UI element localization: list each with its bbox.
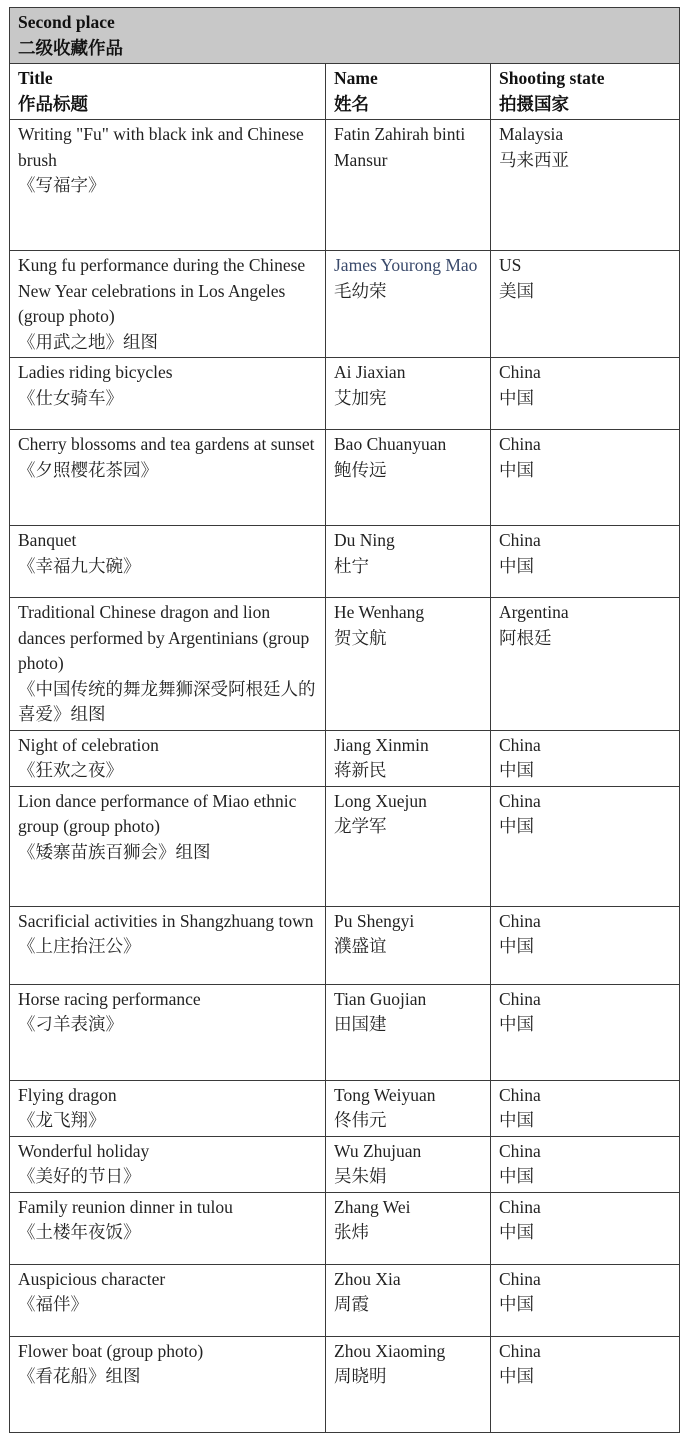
table-row [10,251,680,358]
title-en: Auspicious character [18,1268,166,1289]
state-en: China [499,1196,541,1217]
name-cell [326,1264,491,1336]
state-cell [491,786,680,906]
name-cell [326,730,491,786]
state-en: US [499,255,522,275]
title-cell [10,984,326,1080]
name-en: Bao Chuanyuan [334,434,447,454]
name-cell [326,1192,491,1264]
table-row [10,598,680,731]
banner-title-cn: 二级收藏作品 [18,37,123,58]
title-cn: 《龙飞翔》 [18,1110,106,1130]
title-en: Wonderful holiday [18,1140,150,1161]
name-cn: 杜宁 [334,555,369,576]
name-cn: 吴朱娟 [334,1166,387,1186]
header-title-cn: 作品标题 [18,93,88,114]
state-cn: 中国 [499,1110,534,1130]
name-en: Ai Jiaxian [334,362,406,382]
state-cn: 中国 [499,459,534,480]
title-en: Traditional Chinese dragon and lion dances performed by Argentinians (group photo) [18,602,310,673]
name-en: Du Ning [334,530,395,550]
state-cell [491,251,680,358]
state-cell [491,526,680,598]
state-cell [491,1336,680,1432]
name-cell [326,526,491,598]
title-cell [10,1336,326,1432]
name-cell [326,598,491,731]
title-en: Banquet [18,530,77,550]
title-cell [10,1192,326,1264]
header-state-en: Shooting state [499,68,605,88]
name-cell [326,1136,491,1192]
state-en: China [499,1140,541,1161]
state-en: China [499,530,541,550]
state-en: China [499,734,541,755]
state-cell [491,120,680,251]
header-title-en: Title [18,68,53,88]
name-en: Pu Shengyi [334,910,415,931]
name-cn: 周霞 [334,1294,369,1314]
name-cell [326,120,491,251]
name-cn: 毛幼荣 [334,280,387,301]
title-cell [10,358,326,430]
name-en: Tian Guojian [334,988,427,1009]
table-banner-row [10,8,680,64]
table-row [10,526,680,598]
state-cn: 美国 [499,280,534,301]
name-cn: 蒋新民 [334,760,387,780]
header-name [326,64,491,120]
title-cell [10,526,326,598]
state-cn: 中国 [499,555,534,576]
name-cn: 田国建 [334,1014,387,1034]
title-en: Kung fu performance during the Chinese New Year celebrations in Los Angeles (group photo) [18,255,306,326]
name-en: Wu Zhujuan [334,1140,422,1161]
state-cn: 阿根廷 [499,627,552,648]
state-en: Malaysia [499,124,564,144]
state-cell [491,1192,680,1264]
header-title [10,64,326,120]
title-en: Flower boat (group photo) [18,1340,204,1361]
state-en: China [499,1340,541,1361]
name-cell [326,1336,491,1432]
table-row [10,1336,680,1432]
table-banner [10,8,680,64]
title-en: Sacrificial activities in Shangzhuang town [18,910,314,931]
title-cn: 《矮寨苗族百狮会》组图 [18,841,211,862]
title-cn: 《福伴》 [18,1294,88,1314]
title-cell [10,1264,326,1336]
header-state-cn: 拍摄国家 [499,93,569,114]
title-cn: 《土楼年夜饭》 [18,1222,141,1242]
state-cell [491,598,680,731]
name-en: Zhang Wei [334,1196,411,1217]
state-en: China [499,434,541,454]
name-en: Fatin Zahirah binti Mansur [334,124,466,170]
title-en: Horse racing performance [18,988,201,1009]
name-cell [326,251,491,358]
table-row [10,1192,680,1264]
title-cn: 《刁羊表演》 [18,1014,123,1034]
state-en: China [499,1268,541,1289]
name-en: He Wenhang [334,602,425,622]
state-cell [491,1136,680,1192]
state-en: China [499,362,541,382]
name-cell [326,786,491,906]
title-cn: 《幸福九大碗》 [18,555,141,576]
state-en: Argentina [499,602,569,622]
state-cn: 马来西亚 [499,149,569,170]
name-en: Zhou Xiaoming [334,1340,446,1361]
title-en: Writing "Fu" with black ink and Chinese brush [18,124,304,170]
state-en: China [499,988,541,1009]
title-en: Night of celebration [18,734,159,755]
state-cell [491,1080,680,1136]
name-en: James Yourong Mao [334,255,478,275]
header-state [491,64,680,120]
state-cn: 中国 [499,816,534,836]
name-cell [326,1080,491,1136]
title-cn: 《狂欢之夜》 [18,760,123,780]
state-cell [491,730,680,786]
table-row [10,984,680,1080]
title-cell [10,598,326,731]
title-cn: 《上庄抬汪公》 [18,936,141,956]
state-cell [491,984,680,1080]
title-cell [10,730,326,786]
name-cell [326,984,491,1080]
table-row [10,1136,680,1192]
state-cell [491,358,680,430]
name-cn: 艾加宪 [334,387,387,408]
header-name-cn: 姓名 [334,93,369,114]
title-cn: 《写福字》 [18,175,106,195]
state-cn: 中国 [499,1014,534,1034]
title-cell [10,430,326,526]
name-cn: 周晓明 [334,1366,387,1386]
name-cn: 龙学军 [334,816,387,836]
title-cn: 《仕女骑车》 [18,387,123,408]
table-header-row [10,64,680,120]
state-cell [491,906,680,984]
title-en: Lion dance performance of Miao ethnic group (group photo) [18,790,297,836]
awards-table [9,7,680,1433]
table-row [10,120,680,251]
header-name-en: Name [334,68,378,88]
table-row [10,906,680,984]
name-cn: 佟伟元 [334,1110,387,1130]
title-cell [10,251,326,358]
name-cell [326,358,491,430]
table-row [10,1080,680,1136]
state-cn: 中国 [499,1294,534,1314]
name-cell [326,430,491,526]
title-cn: 《夕照樱花茶园》 [18,459,158,480]
name-cn: 张炜 [334,1222,369,1242]
title-en: Ladies riding bicycles [18,362,173,382]
state-cn: 中国 [499,936,534,956]
state-en: China [499,910,541,931]
title-cn: 《中国传统的舞龙舞狮深受阿根廷人的喜爱》组图 [18,678,316,724]
state-cn: 中国 [499,387,534,408]
title-cell [10,786,326,906]
title-cn: 《用武之地》组图 [18,331,158,352]
state-cell [491,430,680,526]
table-row [10,786,680,906]
name-cell [326,906,491,984]
name-en: Tong Weiyuan [334,1084,436,1105]
table-row [10,1264,680,1336]
state-cn: 中国 [499,760,534,780]
state-en: China [499,790,541,811]
state-en: China [499,1084,541,1105]
title-en: Flying dragon [18,1084,117,1105]
table-row [10,730,680,786]
title-en: Family reunion dinner in tulou [18,1196,233,1217]
name-cn: 贺文航 [334,627,387,648]
title-cell [10,906,326,984]
state-cn: 中国 [499,1166,534,1186]
name-en: Long Xuejun [334,790,427,811]
title-en: Cherry blossoms and tea gardens at sunset [18,434,315,454]
state-cn: 中国 [499,1222,534,1242]
table-row [10,430,680,526]
name-en: Zhou Xia [334,1268,401,1289]
name-en: Jiang Xinmin [334,734,429,755]
title-cell [10,1080,326,1136]
state-cell [491,1264,680,1336]
title-cell [10,120,326,251]
title-cn: 《看花船》组图 [18,1366,141,1386]
name-cn: 鲍传远 [334,459,387,480]
title-cn: 《美好的节日》 [18,1166,141,1186]
state-cn: 中国 [499,1366,534,1386]
awards-document [9,7,679,1433]
banner-title-en: Second place [18,12,115,32]
title-cell [10,1136,326,1192]
name-cn: 濮盛谊 [334,936,387,956]
table-row [10,358,680,430]
